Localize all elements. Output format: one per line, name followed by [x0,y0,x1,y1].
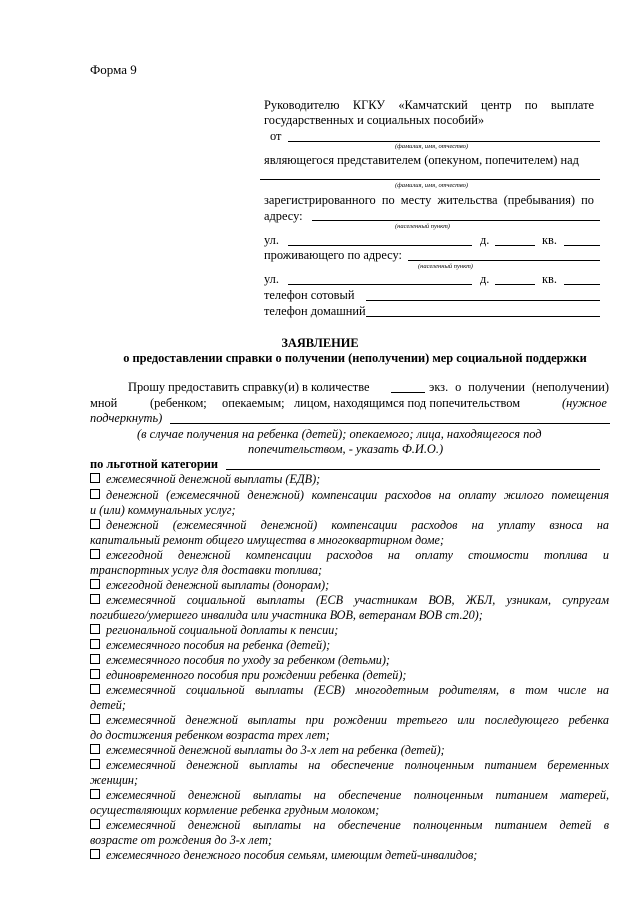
reg-house-input-line[interactable] [495,245,535,246]
benefit-item[interactable]: денежной (ежемесячной денежной) компенсации расходов на оплату жилого помещения [90,488,609,503]
checkbox-icon[interactable] [90,594,100,604]
benefit-item[interactable]: единовременного пособия при рождении ребенка (детей); [90,668,407,683]
category-label: по льготной категории [90,457,219,471]
benefit-item[interactable]: ежемесячного пособия на ребенка (детей); [90,638,330,653]
reg-apt-input-line[interactable] [564,245,600,246]
request-note-1: (в случае получения на ребенка (детей); опекаемого; лица, находящегося под [137,427,542,441]
residing-label: проживающего по адресу: [264,248,402,262]
phone-mobile-input-line[interactable] [366,300,600,301]
house-label-2: д. [480,272,490,286]
registered-label-2: адресу: [264,209,303,223]
hint-fio-1: (фамилия, имя, отчество) [395,143,469,150]
hint-locality-1: (населенный пункт) [395,223,450,230]
benefit-item[interactable]: ежемесячной денежной выплаты на обеспечение полноценным питанием беременных [90,758,609,773]
checkbox-icon[interactable] [90,639,100,649]
request-text-3: подчеркнуть) [90,411,163,425]
addressee-line2: государственных и социальных пособий» [264,113,485,127]
phone-mobile-label: телефон сотовый [264,288,355,302]
form-label: Форма 9 [90,62,137,77]
benefit-item[interactable]: ежегодной денежной компенсации расходов на оплату стоимости топлива и [90,548,609,563]
checkbox-icon[interactable] [90,549,100,559]
checkbox-icon[interactable] [90,654,100,664]
from-label: от [270,129,282,143]
checkbox-icon[interactable] [90,684,100,694]
checkbox-icon[interactable] [90,849,100,859]
representative-label: являющегося представителем (опекуном, попечителем) над [264,153,579,167]
apt-label-1: кв. [542,233,557,247]
benefit-item-cont: капитальный ремонт общего имущества в многоквартирном доме; [90,533,445,547]
addressee-line1: Руководителю КГКУ «Камчатский центр по выплате [264,98,594,112]
registered-label-1: зарегистрированного по месту жительства (пребывания) по [264,193,594,207]
hint-fio-2: (фамилия, имя, отчество) [395,182,469,189]
benefit-item-cont: осуществляющих кормление ребенка грудным молоком; [90,803,380,817]
benefit-item[interactable]: денежной (ежемесячной денежной) компенсации расходов на уплату взноса на [90,518,609,533]
category-input-line[interactable] [226,469,600,470]
checkbox-icon[interactable] [90,714,100,724]
fio-input-line[interactable] [288,141,600,142]
phone-home-input-line[interactable] [366,316,600,317]
phone-home-label: телефон домашний [264,304,366,318]
checkbox-icon[interactable] [90,819,100,829]
benefit-item[interactable]: региональной социальной доплаты к пенсии; [90,623,338,638]
checkbox-icon[interactable] [90,624,100,634]
benefit-item-cont: транспортных услуг для доставки топлива; [90,563,323,577]
copies-input-line[interactable] [391,392,425,393]
person-fio-input-line[interactable] [170,423,610,424]
request-text-2b: (ребенком; [150,396,207,410]
benefit-item[interactable]: ежемесячной социальной выплаты (ЕСВ участникам ВОВ, ЖБЛ, узникам, супругам [90,593,609,608]
benefit-item-cont: до достижения ребенком возраста трех лет; [90,728,330,742]
benefit-item-cont: погибшего/умершего инвалида или участника ВОВ, ветеранам ВОВ ст.20); [90,608,483,622]
hint-locality-2: (населенный пункт) [418,263,473,270]
benefit-item[interactable]: ежемесячной денежной выплаты до 3-х лет на ребенка (детей); [90,743,445,758]
request-text-2c: опекаемым; [222,396,285,410]
res-locality-input-line[interactable] [408,260,600,261]
ward-fio-input-line[interactable] [260,179,600,180]
benefit-item[interactable]: ежемесячного денежного пособия семьям, имеющим детей-инвалидов; [90,848,477,863]
checkbox-icon[interactable] [90,744,100,754]
checkbox-icon[interactable] [90,473,100,483]
apt-label-2: кв. [542,272,557,286]
benefit-item-cont: и (или) коммунальных услуг; [90,503,236,517]
request-text-2d: лицом, находящимся под попечительством [294,396,521,410]
res-street-input-line[interactable] [288,284,472,285]
benefit-item[interactable]: ежемесячной денежной выплаты (ЕДВ); [90,472,320,487]
benefit-item-cont: женщин; [90,773,139,787]
checkbox-icon[interactable] [90,489,100,499]
checkbox-icon[interactable] [90,789,100,799]
benefit-item[interactable]: ежемесячной социальной выплаты (ЕСВ) многодетным родителям, в том числе на [90,683,609,698]
request-text-2e: (нужное [562,396,607,410]
request-text-2a: мной [90,396,118,410]
request-text-1a: Прошу предоставить справку(и) в количестве [128,380,370,394]
street-label-2: ул. [264,272,279,286]
benefit-item[interactable]: ежемесячной денежной выплаты на обеспечение полноценным питанием матерей, [90,788,609,803]
benefit-item[interactable]: ежегодной денежной выплаты (донорам); [90,578,329,593]
reg-locality-input-line[interactable] [312,220,600,221]
benefit-item-cont: возрасте от рождения до 3-х лет; [90,833,273,847]
benefit-item-cont: детей; [90,698,126,712]
checkbox-icon[interactable] [90,759,100,769]
benefit-item[interactable]: ежемесячной денежной выплаты при рождении третьего или последующего ребенка [90,713,609,728]
checkbox-icon[interactable] [90,669,100,679]
benefit-item[interactable]: ежемесячной денежной выплаты на обеспечение полноценным питанием детей в [90,818,609,833]
request-note-2: попечительством, - указать Ф.И.О.) [248,442,444,456]
checkbox-icon[interactable] [90,519,100,529]
res-apt-input-line[interactable] [564,284,600,285]
res-house-input-line[interactable] [495,284,535,285]
benefit-item[interactable]: ежемесячного пособия по уходу за ребенком (детьми); [90,653,390,668]
request-text-1b: экз. о получении (неполучении) [429,380,609,394]
reg-street-input-line[interactable] [288,245,472,246]
house-label-1: д. [480,233,490,247]
street-label-1: ул. [264,233,279,247]
document-subtitle: о предоставлении справки о получении (неполучении) мер социальной поддержки [123,351,587,365]
checkbox-icon[interactable] [90,579,100,589]
document-title: ЗАЯВЛЕНИЕ [281,336,359,350]
